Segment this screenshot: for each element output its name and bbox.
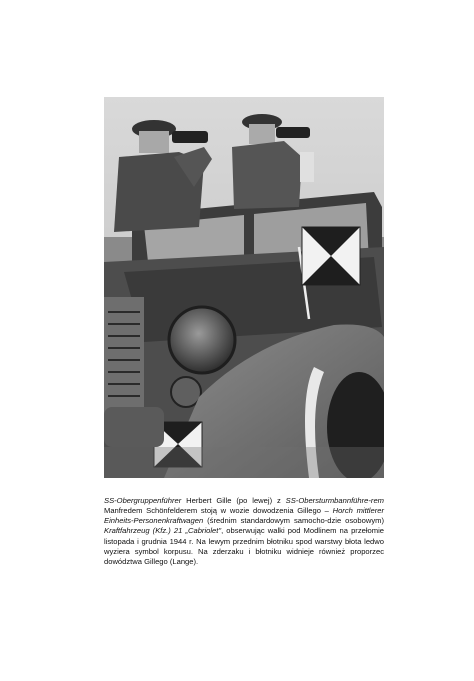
caption-rank-1: SS-Obergruppenführer: [104, 495, 182, 505]
caption-text-2: Manfredem Schönfelderem stoją w wozie dowodzenia Gillego –: [104, 505, 333, 515]
photo-caption: [104, 496, 384, 568]
caption-rank-2: SS-Obersturmbannführe-rem: [285, 495, 384, 505]
historical-photo: [104, 97, 384, 478]
caption-vehicle-name: Horch mittlerer Einheits-Personenkraftwagen: [104, 505, 384, 526]
caption-text-4: , obserwując walki pod Modlinem na przełomie listopada i grudnia 1944 r. Na lewym przednim błotniku spod warstwy błota ledwo wyziera symbol korpusu. Na zderzaku i błotniku widnieje również proporzec dowództwa Gillego (Lange).: [104, 526, 384, 567]
caption-text-1: Herbert Gille (po lewej) z: [181, 495, 286, 505]
caption-text-3: (średnim standardowym samocho-dzie osobowym): [203, 516, 384, 526]
caption-vehicle-type: Kraftfahrzeug (Kfz.) 21 „Cabriolet": [104, 526, 222, 536]
photo-image: [104, 97, 384, 478]
